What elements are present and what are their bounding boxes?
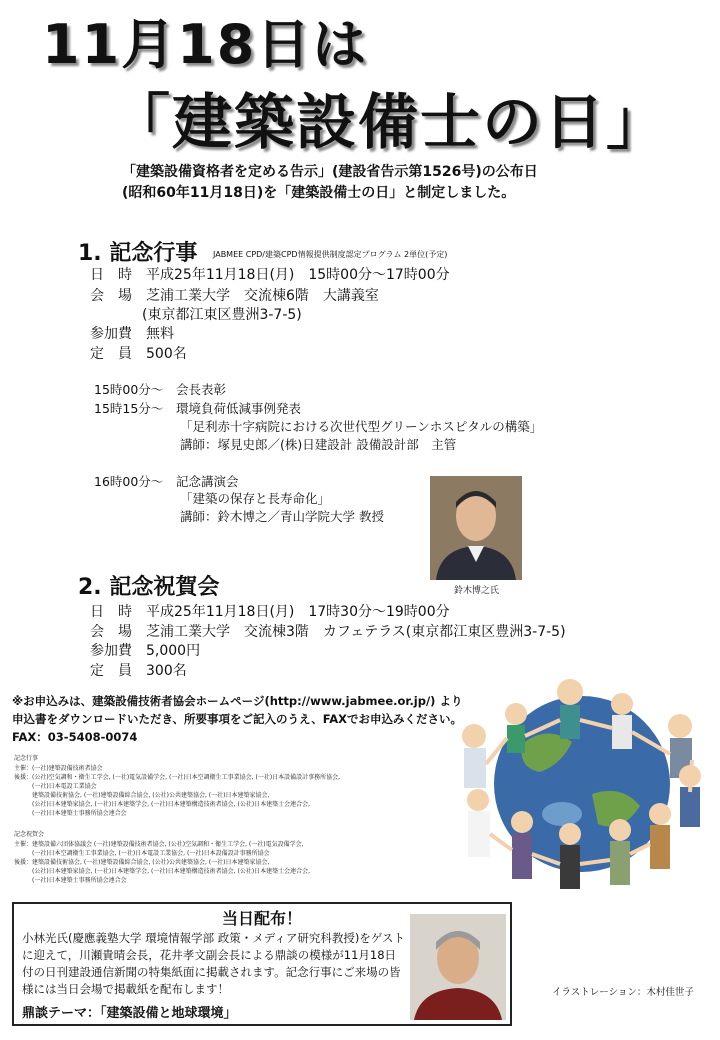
case-title: 「足利赤十字病院における次世代型グリーンホスピタルの構築」 (180, 419, 543, 434)
organizer-line: (公社)日本建築家協会, (一社)日本建築学会, (一社)日本建築構造技術者協会, (公社)日本建築士会連合会, (14, 868, 311, 875)
event-date: 日 時 平成25年11月18日(月) 15時00分～17時00分 (90, 267, 450, 283)
case-speaker: 講師：塚見史郎／(株)日建設計 設備設計部 主管 (180, 437, 457, 452)
event-address: (東京都江東区豊洲3-7-5) (142, 307, 302, 323)
organizer-line: 主催：(一社)建築設備技術者協会 (14, 765, 103, 772)
lecturer-photo (430, 476, 522, 580)
party-date: 日 時 平成25年11月18日(月) 17時30分～19時00分 (90, 604, 450, 620)
headline-date: 11月18日は (42, 13, 369, 76)
event-capacity: 定 員 500名 (90, 346, 187, 362)
program-time-2: 15時15分～ (94, 401, 164, 416)
handout-box (12, 902, 512, 1026)
intro-line-1: 「建築設備資格者を定める告示」(建設省告示第1526号)の公布日 (122, 164, 538, 180)
guest-photo (410, 914, 506, 1020)
event-venue: 会 場 芝浦工業大学 交流棟6階 大講義室 (90, 288, 379, 304)
organizer-line: (一社)日本建築士事務所協会連合会 (14, 810, 127, 817)
program-title-1: 会長表彰 (176, 382, 227, 397)
lecture-title: 「建築の保存と長寿命化」 (180, 491, 331, 506)
intro-line-2: (昭和60年11月18日)を「建築設備士の日」と制定しました。 (122, 185, 516, 201)
handout-theme: 鼎談テーマ：「建築設備と地球環境」 (22, 1006, 237, 1021)
organizer-line: 建築設備技術協会, (一社)建築設備綜合協会, (公社)公共建築協会, (一社)日本建築家協会, (14, 792, 270, 799)
organizers-party-heading: 記念祝賀会 (14, 831, 45, 838)
program-title-2: 環境負荷低減事例発表 (176, 401, 302, 416)
lecture-label: 記念講演会 (176, 474, 239, 489)
organizer-line: (一社)日本電設工業協会 (14, 783, 97, 790)
photo-caption: 鈴木博之氏 (454, 586, 500, 596)
lecture-time: 16時00分～ (94, 474, 164, 489)
program-time-1: 15時00分～ (94, 382, 164, 397)
section1-title: 1. 記念行事 (78, 241, 198, 266)
cpd-note: JABMEE CPD/建築CPD情報提供制度認定プログラム 2単位(予定) (213, 249, 448, 259)
handout-title: 当日配布！ (221, 909, 302, 928)
organizer-line: 主催：建築設備六団体協議会 (一社)建築設備技術者協会, (公社)空気調和・衛生工学会, (一社)電気設備学会, (14, 841, 304, 848)
headline-title: 「建築設備士の日」 (110, 88, 668, 158)
lecture-speaker: 講師：鈴木博之／青山学院大学 教授 (180, 509, 384, 524)
illustration-credit: イラストレーション：木村佳世子 (552, 987, 694, 998)
globe-people-illustration (452, 664, 714, 890)
organizer-line: (一社)日本空調衛生工事業協会, (一社)日本電設工業協会, (一社)日本設備設計事務所協会 (14, 850, 270, 857)
organizers-event-list (14, 764, 340, 818)
party-venue: 会 場 芝浦工業大学 交流棟3階 カフェテラス(東京都江東区豊洲3-7-5) (90, 624, 566, 640)
party-fee: 参加費 5,000円 (90, 643, 201, 659)
organizer-line: (一社)日本建築士事務所協会連合会 (14, 877, 127, 884)
section2-title: 2. 記念祝賀会 (78, 575, 220, 600)
event-fee: 参加費 無料 (90, 326, 174, 342)
fax-number: FAX：03-5408-0074 (12, 730, 138, 744)
organizer-line: 後援：建築設備技術協会, (一社)建築設備綜合協会, (公社)公共建築協会, (一社)日本建築家協会, (14, 859, 270, 866)
organizers-party-list (14, 840, 310, 885)
party-capacity: 定 員 300名 (90, 663, 187, 679)
organizers-event-heading: 記念行事 (14, 755, 39, 762)
organizer-line: (公社)日本建築家協会, (一社)日本建築学会, (一社)日本建築構造技術者協会, (公社)日本建築士会連合会, (14, 801, 311, 808)
apply-line-1: ※お申込みは、建築設備技術者協会ホームページ(http://www.jabmee.or.jp/) より (12, 694, 463, 708)
apply-line-2: 申込書をダウンロードいただき、所要事項をご記入のうえ、FAXでお申込みください。 (12, 712, 463, 726)
section1-heading (78, 236, 447, 267)
organizer-line: 後援：(公社)空気調和・衛生工学会, (一社)電気設備学会, (一社)日本空調衛生工事業協会, (一社)日本設備設計事務所協会, (14, 774, 341, 781)
handout-body: 小林光氏(慶應義塾大学 環境情報学部 政策・メディア研究科教授)をゲストに迎えて，川瀬貴晴会長，花井孝文副会長による鼎談の模様が11月18日付の日刊建設通信新聞の特集紙面に掲載されます。記念行事にご来場の皆様には当日会場で掲載紙を配布します！ (22, 931, 405, 996)
